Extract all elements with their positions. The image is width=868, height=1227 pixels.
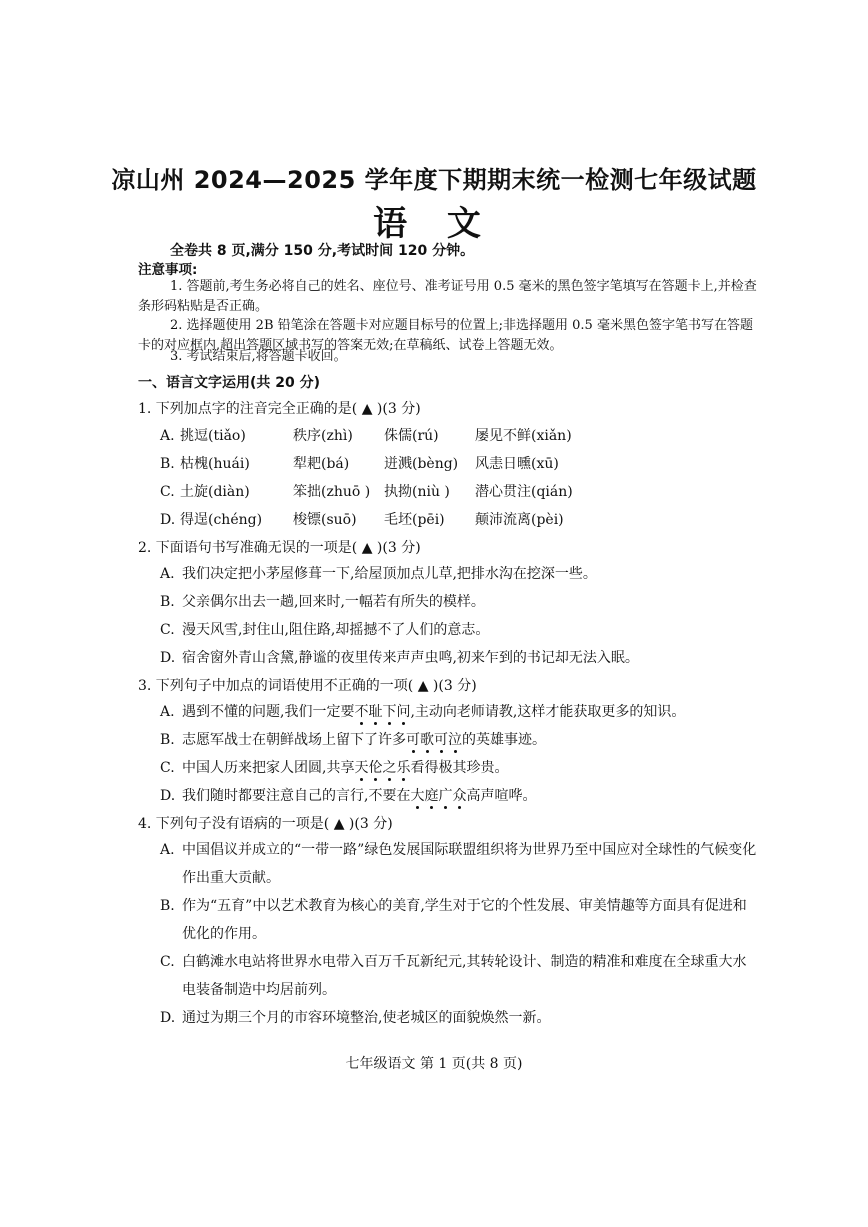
q2-option-c: C. 漫天风雪,封住山,阻住路,却摇撼不了人们的意志。 (160, 622, 490, 638)
page-footer: 七年级语文 第 1 页(共 8 页) (345, 1056, 523, 1072)
dotted-phrase: 不耻下问 (354, 704, 411, 720)
question-4-stem: 4. 下列句子没有语病的一项是( ▲ )(3 分) (138, 816, 393, 832)
q2-option-d: D. 宿舍窗外青山含黛,静谧的夜里传来声声虫鸣,初来乍到的书记却无法入眠。 (160, 650, 639, 666)
notice-heading: 注意事项: (138, 262, 198, 278)
question-2-stem: 2. 下面语句书写准确无误的一项是( ▲ )(3 分) (138, 540, 421, 556)
notice-item-2: 2. 选择题使用 2B 铅笔涂在答题卡对应题目标号的位置上;非选择题用 0.5 毫米黑色签字笔书写在答题卡的对应框内,超出答题区域书写的答案无效;在草稿纸、试卷上答题无效。 (138, 318, 753, 353)
q4-option-a: A. 中国倡议并成立的“一带一路”绿色发展国际联盟组织将为世界乃至中国应对全球性的气候变化作出重大贡献。 (160, 842, 757, 886)
exam-title: 凉山州 2024—2025 学年度下期期末统一检测七年级试题 (111, 166, 757, 194)
notice-item-1: 1. 答题前,考生务必将自己的姓名、座位号、准考证号用 0.5 毫米的黑色签字笔填写在答题卡上,并检查条形码粘贴是否正确。 (138, 279, 757, 314)
q3-option-c: C. 中国人历来把家人团圆,共享天伦之乐看得极其珍贵。 (160, 760, 509, 776)
q4-option-d: D. 通过为期三个月的市容环境整治,使老城区的面貌焕然一新。 (160, 1010, 551, 1026)
section-title: 一、语言文字运用(共 20 分) (138, 375, 321, 391)
q3-option-b: B. 志愿军战士在朝鲜战场上留下了许多可歌可泣的英雄事迹。 (160, 732, 546, 748)
q2-option-b: B. 父亲偶尔出去一趟,回来时,一幅若有所失的模样。 (160, 594, 485, 610)
dotted-phrase: 天伦之乐 (354, 760, 411, 776)
question-1-stem: 1. 下列加点字的注音完全正确的是( ▲ )(3 分) (138, 401, 421, 417)
subject-title: 语 文 (373, 204, 495, 244)
exam-page: 凉山州 2024—2025 学年度下期期末统一检测七年级试题 语 文 全卷共 8 页,满分 150 分,考试时间 120 分钟。 注意事项: 1. 答题前,考生务必将自己的姓名、座位号、准考证号用 0.5 毫米的黑色签字笔填写在答题卡上,并检查条形码粘贴是否正确。 2. 选择题使用 2B 铅笔涂在答题卡对应题目标号的位置上;非选择题用 0.5 毫米黑色签字笔书写在答题卡的对应框内,超出答题区域书写的答案无效;在草稿纸、试卷上答题无效。 3. 考试结束后,将答题卡收回。 一、语言文字运用(共 20 分) 1. 下列加点字的注音完全正确的是( ▲ )(3 分) A. 挑逗(tiǎo) 秩序(zhì) 侏儒(rú) 屡见不鲜(xiǎn) B. 枯槐(huái) 犁耙(bá) 迸溅(bèng) 风恚日曛(xū) C. 土旋(diàn) 笨拙(zhuō ) 执拗(niù ) 潜心贯注(qián) D. 得逞(chéng) 梭镖(suō) 毛坯(pēi) 颠沛流离(pèi) 2. 下面语句书写准确无误的一项是( ▲ )(3 分) A. 我们决定把小茅屋修葺一下,给屋顶加点儿草,把排水沟在挖深一些。 B. 父亲偶尔出去一趟,回来时,一幅若有所失的模样。 C. 漫天风雪,封住山,阻住路,却摇撼不了人们的意志。 D. 宿舍窗外青山含黛,静谧的夜里传来声声虫鸣,初来乍到的书记却无法入眠。 3. 下列句子中加点的词语使用不正确的一项( ▲ )(3 分) A. 遇到不懂的问题,我们一定要不耻下问,主动向老师请教,这样才能获取更多的知识。 B. 志愿军战士在朝鲜战场上留下了许多可歌可泣的英雄事迹。 C. 中国人历来把家人团圆,共享天伦之乐看得极其珍贵。 D. 我们随时都要注意自己的言行,不要在大庭广众高声喧哗。 4. 下列句子没有语病的一项是( ▲ )(3 分) A. 中国倡议并成立的“一带一路”绿色发展国际联盟组织将为世界乃至中国应对全球性的气候变化作出重大贡献。 B. 作为“五育”中以艺术教育为核心的美育,学生对于它的个性发展、审美情趣等方面具有促进和优化的作用。 C. 白鹤滩水电站将世界水电带入百万千瓦新纪元,其转轮设计、制造的精准和难度在全球重大水电装备制造中均居前列。 D. 通过为期三个月的市容环境整治,使老城区的面貌焕然一新。 七年级语文 第 1 页(共 8 页) (0, 0, 868, 1227)
q3-option-d: D. 我们随时都要注意自己的言行,不要在大庭广众高声喧哗。 (160, 788, 537, 804)
notice-item-3: 3. 考试结束后,将答题卡收回。 (170, 349, 347, 364)
exam-info: 全卷共 8 页,满分 150 分,考试时间 120 分钟。 (170, 243, 475, 259)
dotted-phrase: 大庭广众 (410, 788, 467, 804)
q4-option-c: C. 白鹤滩水电站将世界水电带入百万千瓦新纪元,其转轮设计、制造的精准和难度在全球重大水电装备制造中均居前列。 (160, 954, 747, 998)
q2-option-a: A. 我们决定把小茅屋修葺一下,给屋顶加点儿草,把排水沟在挖深一些。 (160, 566, 597, 582)
q3-option-a: A. 遇到不懂的问题,我们一定要不耻下问,主动向老师请教,这样才能获取更多的知识。 (160, 704, 686, 720)
q4-option-b: B. 作为“五育”中以艺术教育为核心的美育,学生对于它的个性发展、审美情趣等方面具有促进和优化的作用。 (160, 898, 747, 942)
question-3-stem: 3. 下列句子中加点的词语使用不正确的一项( ▲ )(3 分) (138, 678, 477, 694)
dotted-phrase: 可歌可泣 (406, 732, 462, 748)
